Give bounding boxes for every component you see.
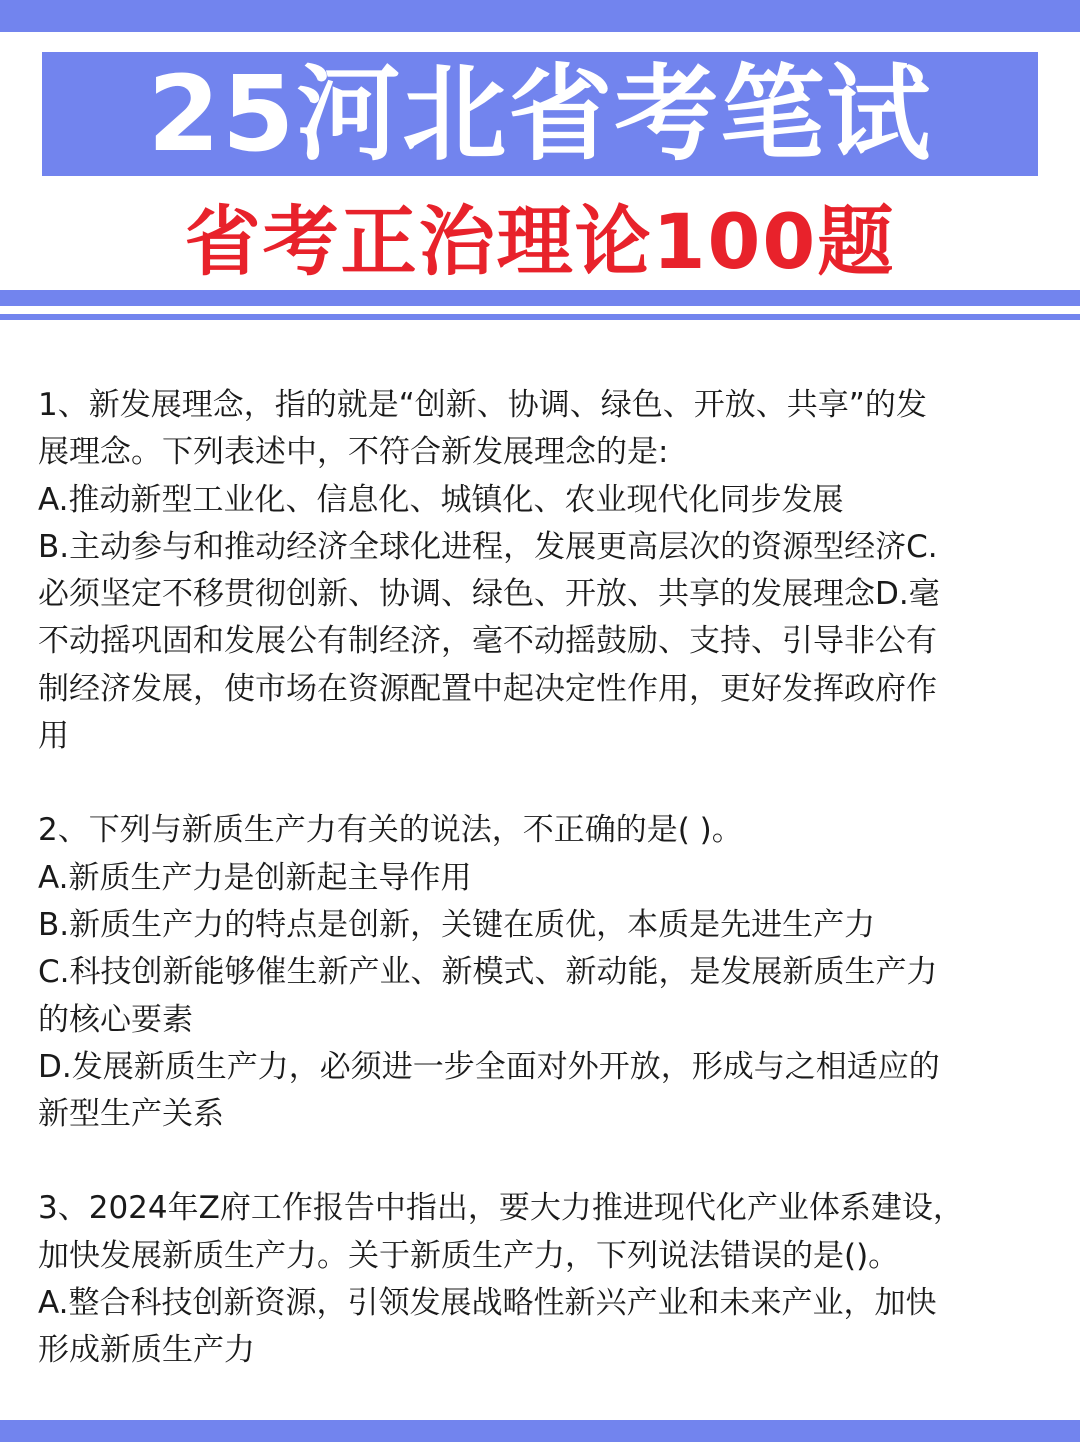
question-1-stem-line: 1、新发展理念，指的就是“创新、协调、绿色、开放、共享”的发 bbox=[38, 387, 927, 423]
question-2-option-line: 的核心要素 bbox=[38, 1001, 193, 1038]
question-1-option-line: 用 bbox=[38, 718, 69, 755]
question-1-option-line: 必须坚定不移贯彻创新、协调、绿色、开放、共享的发展理念D.毫 bbox=[38, 576, 940, 613]
question-3-stem-line: 3、2024年Z府工作报告中指出，要大力推进现代化产业体系建设， bbox=[38, 1190, 964, 1227]
question-list bbox=[38, 382, 1048, 1422]
title-banner bbox=[42, 52, 1038, 176]
question-1-option-line: 不动摇巩固和发展公有制经济，毫不动摇鼓励、支持、引导非公有 bbox=[38, 623, 937, 660]
question-2-option-line: D.发展新质生产力，必须进一步全面对外开放，形成与之相适应的 bbox=[38, 1048, 940, 1085]
question-3 bbox=[38, 1185, 1048, 1374]
question-1-stem-line: 展理念。下列表述中，不符合新发展理念的是: bbox=[38, 434, 669, 471]
question-2-stem-line: 2、下列与新质生产力有关的说法，不正确的是( )。 bbox=[38, 812, 743, 849]
question-1 bbox=[38, 382, 1048, 760]
question-3-option-line: A.整合科技创新资源，引领发展战略性新兴产业和未来产业，加快 bbox=[38, 1285, 937, 1322]
question-3-stem-line: 加快发展新质生产力。关于新质生产力，下列说法错误的是()。 bbox=[38, 1237, 900, 1274]
question-1-option-line: B.主动参与和推动经济全球化进程，发展更高层次的资源型经济C. bbox=[38, 528, 938, 565]
question-2 bbox=[38, 807, 1048, 1138]
question-3-option-line: 形成新质生产力 bbox=[38, 1332, 255, 1369]
question-2-option-line: 新型生产关系 bbox=[38, 1096, 224, 1133]
question-2-option-line: A.新质生产力是创新起主导作用 bbox=[38, 859, 472, 896]
bottom-color-band bbox=[0, 1420, 1080, 1442]
top-color-band bbox=[0, 0, 1080, 32]
question-2-option-line: C.科技创新能够催生新产业、新模式、新动能，是发展新质生产力 bbox=[38, 954, 938, 991]
divider-thin bbox=[0, 314, 1080, 320]
question-2-option-line: B.新质生产力的特点是创新，关键在质优，本质是先进生产力 bbox=[38, 906, 876, 943]
divider-thick bbox=[0, 290, 1080, 306]
page-title: 25河北省考笔试 bbox=[147, 53, 933, 175]
question-1-option-line: A.推动新型工业化、信息化、城镇化、农业现代化同步发展 bbox=[38, 481, 844, 518]
page-subtitle: 省考正治理论100题 bbox=[184, 197, 896, 286]
question-1-option-line: 制经济发展，使市场在资源配置中起决定性作用，更好发挥政府作 bbox=[38, 670, 937, 707]
